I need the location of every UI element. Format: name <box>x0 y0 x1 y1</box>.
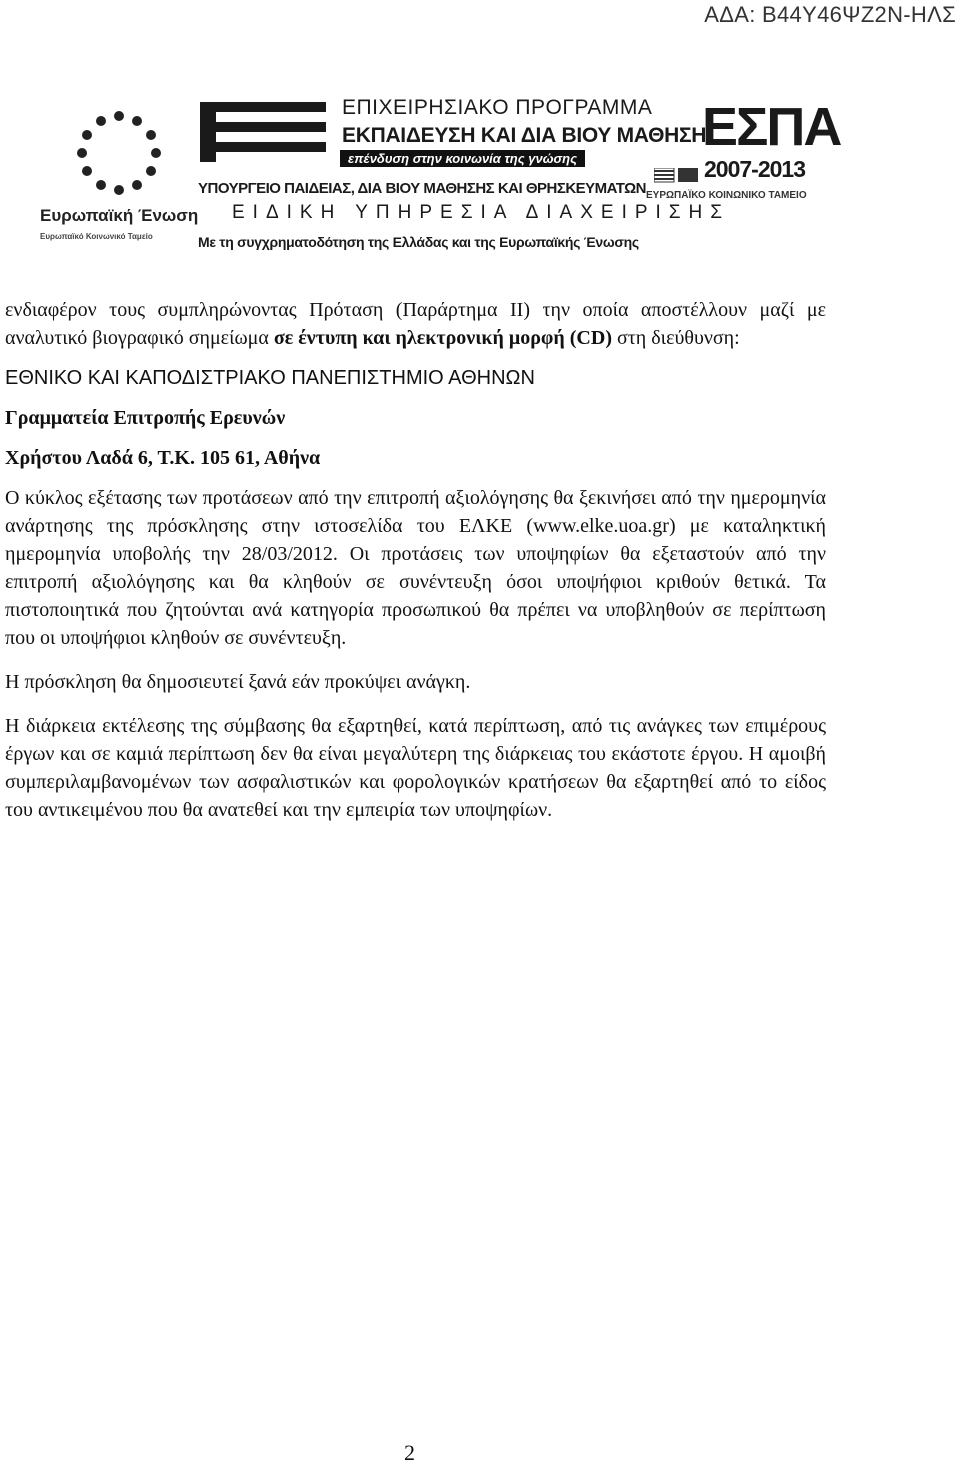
eu-subtitle: Ευρωπαϊκό Κοινωνικό Ταμείο <box>40 232 153 241</box>
espa-title: ΕΣΠΑ <box>702 97 841 157</box>
submission-format: σε έντυπη και ηλεκτρονική μορφή (CD) <box>273 327 612 349</box>
program-subtitle: ΕΚΠΑΙΔΕΥΣΗ ΚΑΙ ΔΙΑ ΒΙΟΥ ΜΑΘΗΣΗ <box>342 124 707 147</box>
postal-address: Χρήστου Λαδά 6, Τ.Κ. 105 61, Αθήνα <box>5 447 321 469</box>
secretariat-name: Γραμματεία Επιτροπής Ερευνών <box>5 407 286 429</box>
document-body <box>5 296 826 824</box>
eu-logo <box>4 72 199 278</box>
paragraph-duration: Η διάρκεια εκτέλεσης της σύμβασης θα εξαρτηθεί, κατά περίπτωση, από τις ανάγκες των επιμέρους έργων και σε καμιά περίπτωση δεν θα είναι μεγαλύτερη της διάρκειας του εκάστοτε έργου. Η αμοιβή συμπεριλαμβανομένων των ασφαλιστικών και φορολογικών κρατήσεων θα εξαρτηθεί από το είδος του αντικειμένου που θα ανατεθεί και την εμπειρία των υποψηφίων. <box>5 715 826 821</box>
program-banner <box>4 72 856 278</box>
page-number: 2 <box>404 1440 415 1465</box>
espa-years: 2007-2013 <box>704 156 805 182</box>
paragraph-republish: Η πρόσκληση θα δημοσιευτεί ξανά εάν προκύψει ανάγκη. <box>5 671 471 693</box>
flags-icon <box>654 168 698 184</box>
program-slogan: επένδυση στην κοινωνία της γνώσης <box>340 150 585 167</box>
espa-fund: ΕΥΡΩΠΑΪΚΟ ΚΟΙΝΩΝΙΚΟ ΤΑΜΕΙΟ <box>646 190 807 201</box>
document-code: ΑΔΑ: Β44Υ46ΨΖ2Ν-ΗΛΣ <box>704 2 956 27</box>
program-title: ΕΠΙΧΕΙΡΗΣΙΑΚΟ ΠΡΟΓΡΑΜΜΑ <box>342 96 653 119</box>
paragraph-evaluation: Ο κύκλος εξέτασης των προτάσεων από την επιτροπή αξιολόγησης θα ξεκινήσει από την ημερομηνία ανάρτησης της πρόσκλησης στην ιστοσελίδα του ΕΛΚΕ (www.elke.uoa.gr) με καταληκτική ημερομηνία υποβολής την 28/03/2012. Οι προτάσεις των υποψηφίων θα εξεταστούν από την επιτροπή αξιολόγησης και θα κληθούν σε συνέντευξη όσοι υποψήφιοι κριθούν θετικά. Τα πιστοποιητικά που ζητούνται ανά κατηγορία προσωπικού θα πρέπει να υποβληθούν σε περίπτωση που οι υποψήφιοι κληθούν σε συνέντευξη. <box>5 487 826 649</box>
espa-logo <box>646 72 856 278</box>
eu-name: Ευρωπαϊκή Ένωση <box>40 206 199 225</box>
university-name: ΕΘΝΙΚΟ ΚΑΙ ΚΑΠΟΔΙΣΤΡΙΑΚΟ ΠΑΝΕΠΙΣΤΗΜΙΟ ΑΘΗΝΩΝ <box>5 367 535 389</box>
management-service: ΕΙΔΙΚΗ ΥΠΗΡΕΣΙΑ ΔΙΑΧΕΙΡΙΣΗΣ <box>232 202 731 223</box>
eu-stars-icon <box>74 108 164 198</box>
wave-logo-icon <box>196 98 336 174</box>
cofunding-note: Με τη συγχρηματοδότηση της Ελλάδας και της Ευρωπαϊκής Ένωσης <box>198 234 639 250</box>
paragraph-submission: ενδιαφέρον τους συμπληρώνοντας Πρόταση (Παράρτημα ΙΙ) την οποία αποστέλλουν μαζί με αναλυτικό βιογραφικό σημείωμα σε έντυπη και ηλεκτρονική μορφή (CD) στη διεύθυνση: <box>5 299 826 349</box>
ministry-name: ΥΠΟΥΡΓΕΙΟ ΠΑΙΔΕΙΑΣ, ΔΙΑ ΒΙΟΥ ΜΑΘΗΣΗΣ ΚΑΙ ΘΡΗΣΚΕΥΜΑΤΩΝ <box>198 180 646 197</box>
